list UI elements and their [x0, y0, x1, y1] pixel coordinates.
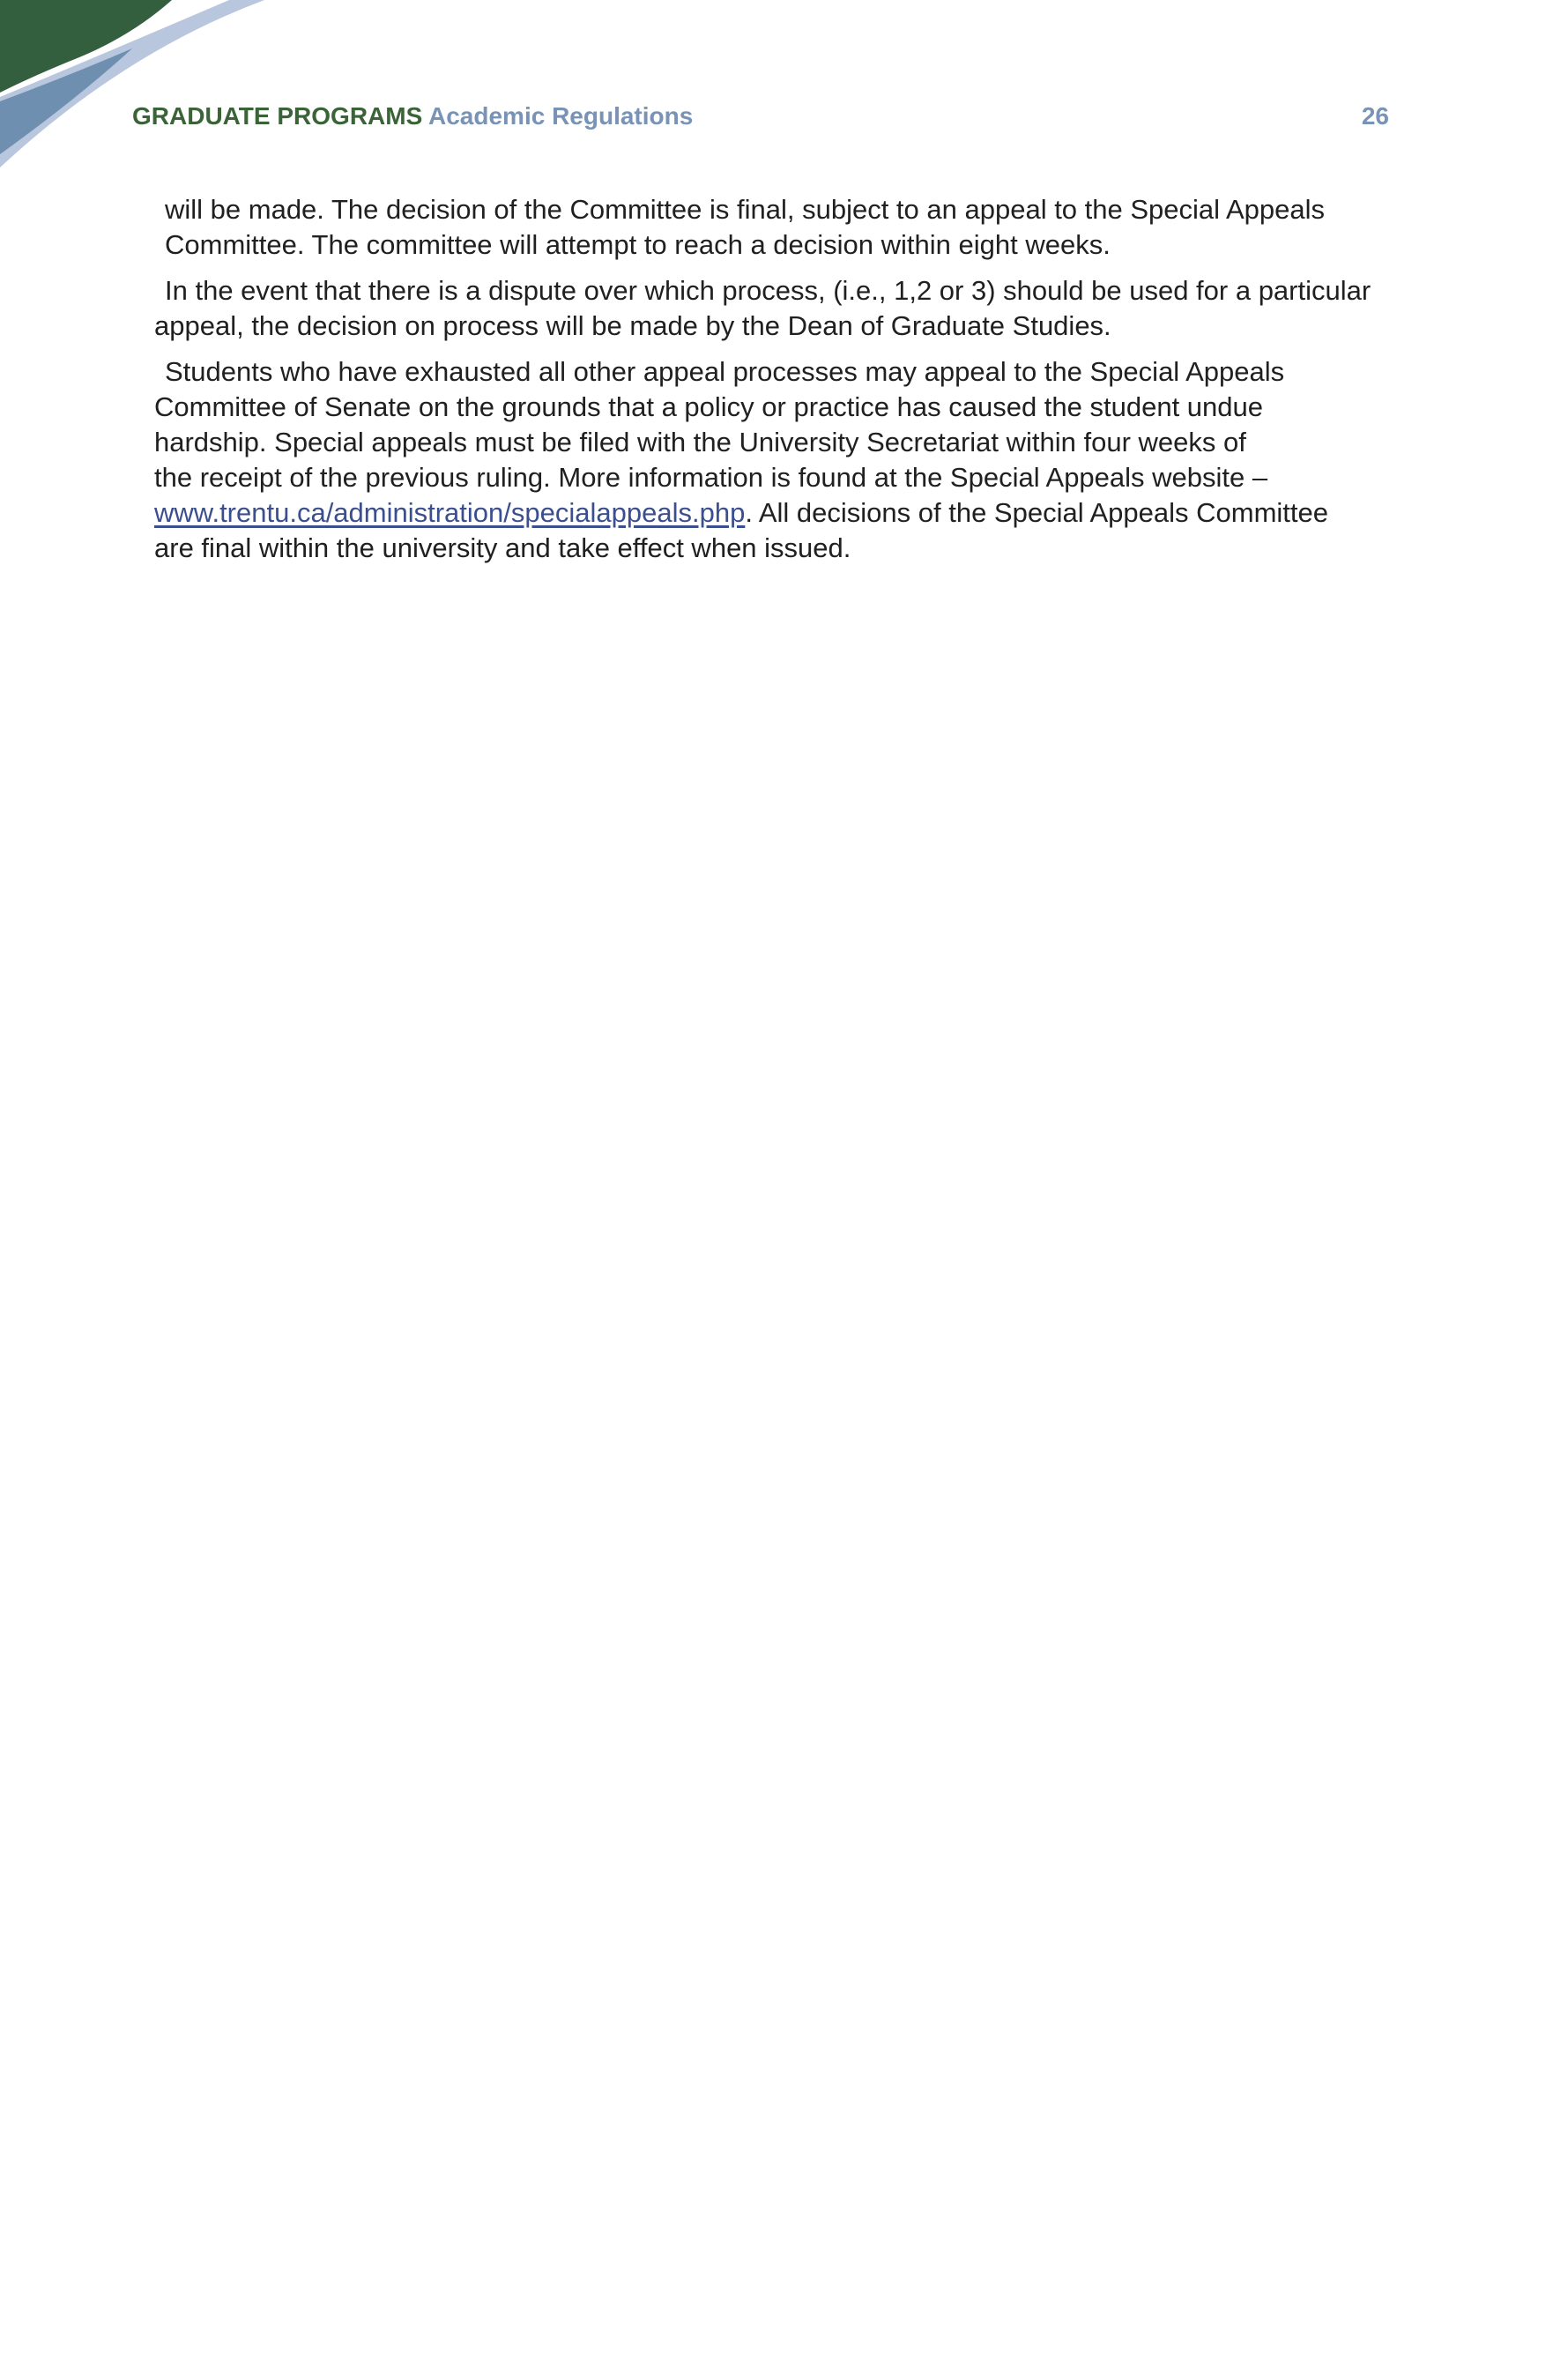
special-appeals-link[interactable]: www.trentu.ca/administration/specialappeals.php [154, 497, 746, 528]
header-title [132, 99, 693, 134]
text-line: Committee. The committee will attempt to reach a decision within eight weeks. [165, 229, 1111, 260]
text-line: In the event that there is a dispute over which process, (i.e., 1,2 or 3) should be used for a particular [165, 275, 1371, 306]
text-after-link: . All decisions of the Special Appeals Committee [745, 497, 1329, 528]
running-header [0, 99, 1553, 134]
corner-decoration [0, 0, 264, 167]
text-line: will be made. The decision of the Committee is final, subject to an appeal to the Special Appeals [165, 194, 1325, 225]
text-line: hardship. Special appeals must be filed with the University Secretariat within four weeks of [154, 427, 1246, 457]
header-section: GRADUATE PROGRAMS [132, 102, 423, 130]
text-line: appeal, the decision on process will be made by the Dean of Graduate Studies. [154, 310, 1111, 341]
text-line: the receipt of the previous ruling. More information is found at the Special Appeals website – [154, 462, 1268, 493]
paragraph-special-appeals [154, 354, 1423, 566]
paragraph-committee-decision [154, 192, 1423, 263]
paragraph-process-dispute [154, 273, 1423, 344]
text-line-with-link [154, 495, 1423, 531]
text-line: are final within the university and take effect when issued. [154, 532, 851, 563]
body-content [154, 192, 1423, 566]
page-number: 26 [1361, 102, 1389, 130]
header-subsection: Academic Regulations [428, 102, 694, 130]
text-line: Students who have exhausted all other appeal processes may appeal to the Special Appeals [165, 356, 1285, 387]
text-line: Committee of Senate on the grounds that a policy or practice has caused the student undue [154, 391, 1264, 422]
